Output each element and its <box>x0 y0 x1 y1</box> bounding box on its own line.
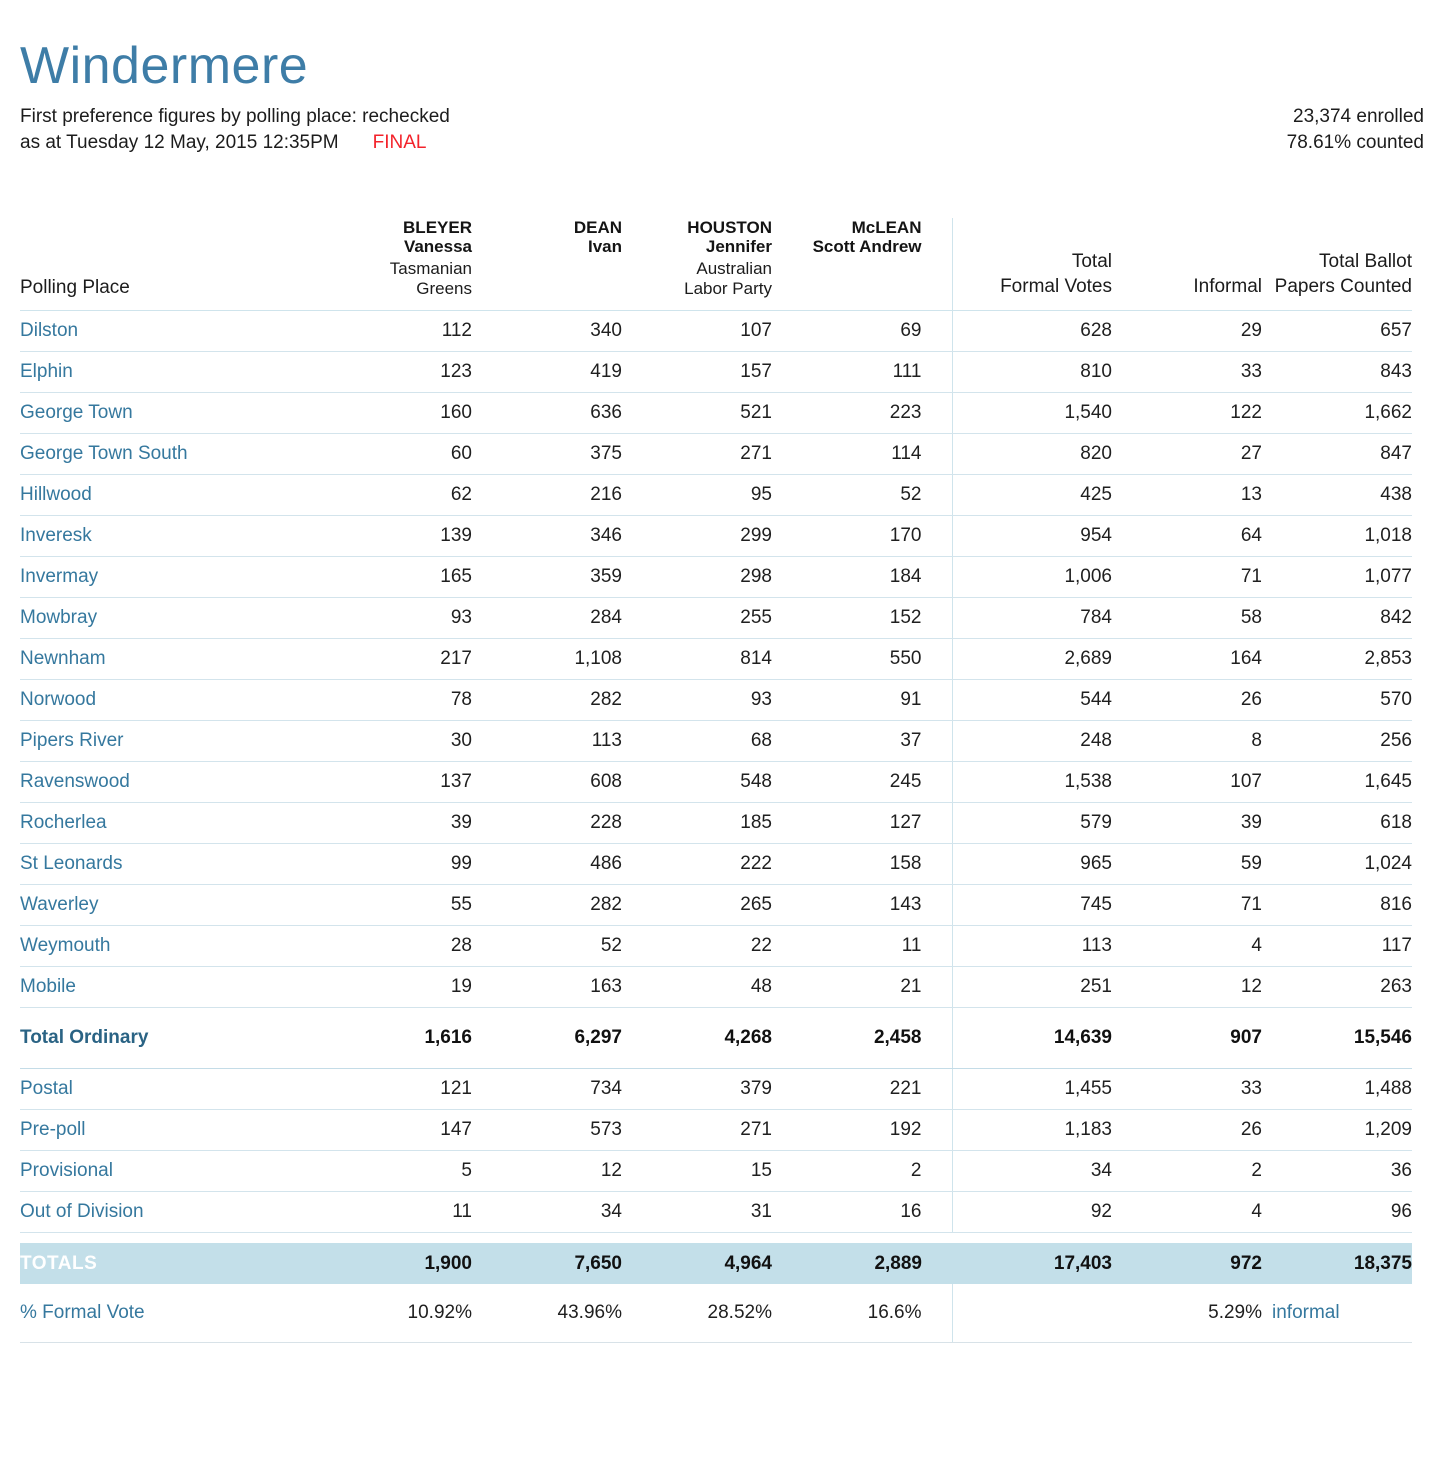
vote-count-cell: 419 <box>472 352 622 393</box>
vote-count-cell: 5 <box>322 1151 472 1192</box>
vote-count-cell: 11 <box>772 926 952 967</box>
vote-count-cell: 965 <box>952 844 1112 885</box>
totals-value-cell: 1,900 <box>322 1243 472 1284</box>
candidate-party: Tasmanian <box>389 259 472 278</box>
results-table-header <box>20 218 1412 311</box>
table-row <box>20 516 1412 557</box>
vote-count-cell: 12 <box>472 1151 622 1192</box>
percent-cell: 10.92% <box>322 1284 472 1343</box>
candidate-surname: HOUSTON <box>687 218 772 237</box>
vote-count-cell: 8 <box>1112 721 1262 762</box>
vote-count-cell: 1,662 <box>1262 393 1412 434</box>
vote-count-cell: 143 <box>772 885 952 926</box>
table-row <box>20 1008 1412 1069</box>
table-row <box>20 721 1412 762</box>
polling-place-link[interactable]: Weymouth <box>20 926 322 967</box>
vote-count-cell: 62 <box>322 475 472 516</box>
vote-count-cell: 1,616 <box>322 1008 472 1069</box>
vote-count-cell: 158 <box>772 844 952 885</box>
vote-count-cell: 2,458 <box>772 1008 952 1069</box>
table-row <box>20 1192 1412 1233</box>
vote-count-cell: 810 <box>952 352 1112 393</box>
vote-count-cell: 745 <box>952 885 1112 926</box>
candidate-party: Australian <box>696 259 772 278</box>
vote-count-cell: 6,297 <box>472 1008 622 1069</box>
as-at-line <box>20 130 450 156</box>
vote-count-cell: 33 <box>1112 1069 1262 1110</box>
vote-count-cell: 113 <box>472 721 622 762</box>
vote-count-cell: 608 <box>472 762 622 803</box>
subtitle-block <box>20 104 450 156</box>
candidate-party: Labor Party <box>684 279 772 298</box>
spacer-row <box>20 1233 1412 1244</box>
vote-count-cell: 486 <box>472 844 622 885</box>
vote-count-cell: 271 <box>622 434 772 475</box>
vote-count-cell: 284 <box>472 598 622 639</box>
vote-count-cell: 251 <box>952 967 1112 1008</box>
vote-count-cell: 170 <box>772 516 952 557</box>
vote-count-cell: 216 <box>472 475 622 516</box>
vote-count-cell: 60 <box>322 434 472 475</box>
vote-count-cell: 121 <box>322 1069 472 1110</box>
candidate-header-bleyer <box>322 218 472 311</box>
vote-count-cell: 1,645 <box>1262 762 1412 803</box>
vote-count-cell: 544 <box>952 680 1112 721</box>
polling-place-link[interactable]: Mowbray <box>20 598 322 639</box>
table-row <box>20 967 1412 1008</box>
candidate-surname: McLEAN <box>851 218 922 237</box>
vote-count-cell: 19 <box>322 967 472 1008</box>
vote-count-cell: 228 <box>472 803 622 844</box>
vote-count-cell: 263 <box>1262 967 1412 1008</box>
vote-count-cell: 48 <box>622 967 772 1008</box>
vote-count-cell: 375 <box>472 434 622 475</box>
vote-count-cell: 107 <box>622 311 772 352</box>
vote-count-cell: 21 <box>772 967 952 1008</box>
candidate-given-name: Ivan <box>587 237 622 256</box>
vote-count-cell: 1,006 <box>952 557 1112 598</box>
vote-count-cell: 255 <box>622 598 772 639</box>
vote-count-cell: 34 <box>472 1192 622 1233</box>
vote-count-cell: 184 <box>772 557 952 598</box>
vote-count-cell: 185 <box>622 803 772 844</box>
polling-place-link[interactable]: Out of Division <box>20 1192 322 1233</box>
vote-count-cell: 107 <box>1112 762 1262 803</box>
table-row <box>20 926 1412 967</box>
vote-count-cell: 55 <box>322 885 472 926</box>
vote-count-cell: 147 <box>322 1110 472 1151</box>
vote-count-cell: 1,183 <box>952 1110 1112 1151</box>
vote-count-cell: 4 <box>1112 926 1262 967</box>
vote-count-cell: 425 <box>952 475 1112 516</box>
vote-count-cell: 282 <box>472 680 622 721</box>
totals-value-cell: 7,650 <box>472 1243 622 1284</box>
vote-count-cell: 265 <box>622 885 772 926</box>
polling-place-link[interactable]: Rocherlea <box>20 803 322 844</box>
polling-place-link[interactable]: Postal <box>20 1069 322 1110</box>
candidate-surname: BLEYER <box>403 218 472 237</box>
vote-count-cell: 657 <box>1262 311 1412 352</box>
table-row <box>20 598 1412 639</box>
vote-count-cell: 33 <box>1112 352 1262 393</box>
percent-empty-cell <box>952 1284 1112 1343</box>
polling-place-link[interactable]: Ravenswood <box>20 762 322 803</box>
vote-count-cell: 96 <box>1262 1192 1412 1233</box>
vote-count-cell: 816 <box>1262 885 1412 926</box>
vote-count-cell: 139 <box>322 516 472 557</box>
polling-place-link[interactable]: Invermay <box>20 557 322 598</box>
subtitle-line: First preference figures by polling place: rechecked <box>20 106 450 127</box>
table-row <box>20 434 1412 475</box>
vote-count-cell: 217 <box>322 639 472 680</box>
vote-count-cell: 69 <box>772 311 952 352</box>
vote-count-cell: 14,639 <box>952 1008 1112 1069</box>
vote-count-cell: 78 <box>322 680 472 721</box>
vote-count-cell: 221 <box>772 1069 952 1110</box>
vote-count-cell: 15 <box>622 1151 772 1192</box>
table-row <box>20 803 1412 844</box>
vote-count-cell: 548 <box>622 762 772 803</box>
vote-count-cell: 573 <box>472 1110 622 1151</box>
polling-place-link[interactable]: George Town <box>20 393 322 434</box>
vote-count-cell: 842 <box>1262 598 1412 639</box>
totals-value-cell: 972 <box>1112 1243 1262 1284</box>
totals-value-cell: 4,964 <box>622 1243 772 1284</box>
total-ballot-papers-column-header: Total Ballot Papers Counted <box>1262 218 1412 311</box>
results-page <box>0 36 1441 1343</box>
vote-count-cell: 847 <box>1262 434 1412 475</box>
vote-count-cell: 340 <box>472 311 622 352</box>
vote-count-cell: 93 <box>322 598 472 639</box>
vote-count-cell: 37 <box>772 721 952 762</box>
vote-count-cell: 907 <box>1112 1008 1262 1069</box>
vote-count-cell: 636 <box>472 393 622 434</box>
vote-count-cell: 114 <box>772 434 952 475</box>
vote-count-cell: 1,209 <box>1262 1110 1412 1151</box>
vote-count-cell: 112 <box>322 311 472 352</box>
vote-count-cell: 1,540 <box>952 393 1112 434</box>
candidate-header-mclean <box>772 218 952 311</box>
vote-count-cell: 618 <box>1262 803 1412 844</box>
polling-place-link[interactable]: George Town South <box>20 434 322 475</box>
vote-count-cell: 1,024 <box>1262 844 1412 885</box>
vote-count-cell: 784 <box>952 598 1112 639</box>
vote-count-cell: 2,689 <box>952 639 1112 680</box>
polling-place-link[interactable]: Pre-poll <box>20 1110 322 1151</box>
vote-count-cell: 36 <box>1262 1151 1412 1192</box>
results-tbody <box>20 311 1412 1343</box>
vote-count-cell: 13 <box>1112 475 1262 516</box>
vote-count-cell: 1,455 <box>952 1069 1112 1110</box>
vote-count-cell: 346 <box>472 516 622 557</box>
totals-value-cell: 18,375 <box>1262 1243 1412 1284</box>
vote-count-cell: 117 <box>1262 926 1412 967</box>
vote-count-cell: 26 <box>1112 1110 1262 1151</box>
vote-count-cell: 954 <box>952 516 1112 557</box>
vote-count-cell: 192 <box>772 1110 952 1151</box>
table-row <box>20 311 1412 352</box>
vote-count-cell: 27 <box>1112 434 1262 475</box>
polling-place-link[interactable]: Elphin <box>20 352 322 393</box>
table-row <box>20 557 1412 598</box>
polling-place-link[interactable]: Dilston <box>20 311 322 352</box>
vote-count-cell: 4 <box>1112 1192 1262 1233</box>
vote-count-cell: 122 <box>1112 393 1262 434</box>
page-subheader <box>20 104 1424 156</box>
vote-count-cell: 1,538 <box>952 762 1112 803</box>
vote-count-cell: 379 <box>622 1069 772 1110</box>
vote-count-cell: 2 <box>772 1151 952 1192</box>
vote-count-cell: 223 <box>772 393 952 434</box>
vote-count-cell: 820 <box>952 434 1112 475</box>
table-row <box>20 1110 1412 1151</box>
polling-place-link[interactable]: Mobile <box>20 967 322 1008</box>
polling-place-link[interactable]: Pipers River <box>20 721 322 762</box>
vote-count-cell: 26 <box>1112 680 1262 721</box>
vote-count-cell: 137 <box>322 762 472 803</box>
percent-formal-row <box>20 1284 1412 1343</box>
candidate-given-name: Scott Andrew <box>812 237 922 256</box>
vote-count-cell: 52 <box>472 926 622 967</box>
vote-count-cell: 521 <box>622 393 772 434</box>
table-row <box>20 1069 1412 1110</box>
vote-count-cell: 256 <box>1262 721 1412 762</box>
totals-value-cell: 2,889 <box>772 1243 952 1284</box>
candidate-header-houston <box>622 218 772 311</box>
percent-cell: 16.6% <box>772 1284 952 1343</box>
percent-cell: 28.52% <box>622 1284 772 1343</box>
vote-count-cell: 68 <box>622 721 772 762</box>
totals-value-cell: 17,403 <box>952 1243 1112 1284</box>
vote-count-cell: 93 <box>622 680 772 721</box>
vote-count-cell: 164 <box>1112 639 1262 680</box>
vote-count-cell: 157 <box>622 352 772 393</box>
total-formal-votes-column-header: Total Formal Votes <box>952 218 1112 311</box>
vote-count-cell: 31 <box>622 1192 772 1233</box>
vote-count-cell: 2 <box>1112 1151 1262 1192</box>
vote-count-cell: 165 <box>322 557 472 598</box>
vote-count-cell: 111 <box>772 352 952 393</box>
polling-place-link[interactable]: Newnham <box>20 639 322 680</box>
vote-count-cell: 12 <box>1112 967 1262 1008</box>
table-row <box>20 393 1412 434</box>
enrolment-block <box>1287 104 1424 156</box>
vote-count-cell: 71 <box>1112 885 1262 926</box>
vote-count-cell: 127 <box>772 803 952 844</box>
vote-count-cell: 1,488 <box>1262 1069 1412 1110</box>
vote-count-cell: 58 <box>1112 598 1262 639</box>
results-table <box>20 218 1412 1343</box>
polling-place-link[interactable]: Norwood <box>20 680 322 721</box>
table-row <box>20 762 1412 803</box>
vote-count-cell: 71 <box>1112 557 1262 598</box>
vote-count-cell: 628 <box>952 311 1112 352</box>
vote-count-cell: 152 <box>772 598 952 639</box>
candidate-given-name: Jennifer <box>705 237 772 256</box>
candidate-surname: DEAN <box>573 218 622 237</box>
vote-count-cell: 248 <box>952 721 1112 762</box>
vote-count-cell: 359 <box>472 557 622 598</box>
vote-count-cell: 39 <box>1112 803 1262 844</box>
candidate-header-dean <box>472 218 622 311</box>
polling-place-link[interactable]: Hillwood <box>20 475 322 516</box>
vote-count-cell: 1,018 <box>1262 516 1412 557</box>
polling-place-link[interactable]: Inveresk <box>20 516 322 557</box>
vote-count-cell: 298 <box>622 557 772 598</box>
table-row <box>20 352 1412 393</box>
counted-percent: 78.61% counted <box>1286 132 1424 153</box>
vote-count-cell: 15,546 <box>1262 1008 1412 1069</box>
informal-percent-cell: 5.29% <box>1112 1284 1262 1343</box>
informal-link[interactable]: informal <box>1262 1284 1412 1343</box>
vote-count-cell: 299 <box>622 516 772 557</box>
vote-count-cell: 28 <box>322 926 472 967</box>
vote-count-cell: 22 <box>622 926 772 967</box>
polling-place-column-header: Polling Place <box>20 218 322 311</box>
table-row <box>20 885 1412 926</box>
polling-place-link[interactable]: St Leonards <box>20 844 322 885</box>
final-status-badge: FINAL <box>372 132 427 153</box>
vote-count-cell: 4,268 <box>622 1008 772 1069</box>
informal-column-header: Informal <box>1112 218 1262 311</box>
candidate-given-name: Vanessa <box>403 237 472 256</box>
table-row <box>20 844 1412 885</box>
polling-place-link[interactable]: Provisional <box>20 1151 322 1192</box>
vote-count-cell: 11 <box>322 1192 472 1233</box>
vote-count-cell: 95 <box>622 475 772 516</box>
vote-count-cell: 39 <box>322 803 472 844</box>
vote-count-cell: 52 <box>772 475 952 516</box>
table-row <box>20 475 1412 516</box>
table-row <box>20 1151 1412 1192</box>
percent-cell: 43.96% <box>472 1284 622 1343</box>
vote-count-cell: 438 <box>1262 475 1412 516</box>
vote-count-cell: 64 <box>1112 516 1262 557</box>
vote-count-cell: 163 <box>472 967 622 1008</box>
table-row <box>20 680 1412 721</box>
vote-count-cell: 579 <box>952 803 1112 844</box>
vote-count-cell: 34 <box>952 1151 1112 1192</box>
vote-count-cell: 734 <box>472 1069 622 1110</box>
page-title: Windermere <box>20 37 309 95</box>
table-row <box>20 639 1412 680</box>
as-at-text: as at Tuesday 12 May, 2015 12:35PM <box>20 132 339 153</box>
total-ordinary-label: Total Ordinary <box>20 1008 322 1069</box>
vote-count-cell: 550 <box>772 639 952 680</box>
vote-count-cell: 245 <box>772 762 952 803</box>
vote-count-cell: 2,853 <box>1262 639 1412 680</box>
vote-count-cell: 570 <box>1262 680 1412 721</box>
vote-count-cell: 271 <box>622 1110 772 1151</box>
vote-count-cell: 91 <box>772 680 952 721</box>
enrolled-count: 23,374 enrolled <box>1293 106 1424 127</box>
vote-count-cell: 1,108 <box>472 639 622 680</box>
totals-label: TOTALS <box>20 1243 322 1284</box>
vote-count-cell: 99 <box>322 844 472 885</box>
vote-count-cell: 92 <box>952 1192 1112 1233</box>
percent-formal-label: % Formal Vote <box>20 1284 322 1343</box>
totals-row <box>20 1243 1412 1284</box>
vote-count-cell: 59 <box>1112 844 1262 885</box>
vote-count-cell: 222 <box>622 844 772 885</box>
vote-count-cell: 282 <box>472 885 622 926</box>
vote-count-cell: 16 <box>772 1192 952 1233</box>
candidate-party: Greens <box>416 279 472 298</box>
vote-count-cell: 1,077 <box>1262 557 1412 598</box>
vote-count-cell: 843 <box>1262 352 1412 393</box>
polling-place-link[interactable]: Waverley <box>20 885 322 926</box>
vote-count-cell: 123 <box>322 352 472 393</box>
vote-count-cell: 29 <box>1112 311 1262 352</box>
vote-count-cell: 30 <box>322 721 472 762</box>
vote-count-cell: 160 <box>322 393 472 434</box>
vote-count-cell: 113 <box>952 926 1112 967</box>
vote-count-cell: 814 <box>622 639 772 680</box>
